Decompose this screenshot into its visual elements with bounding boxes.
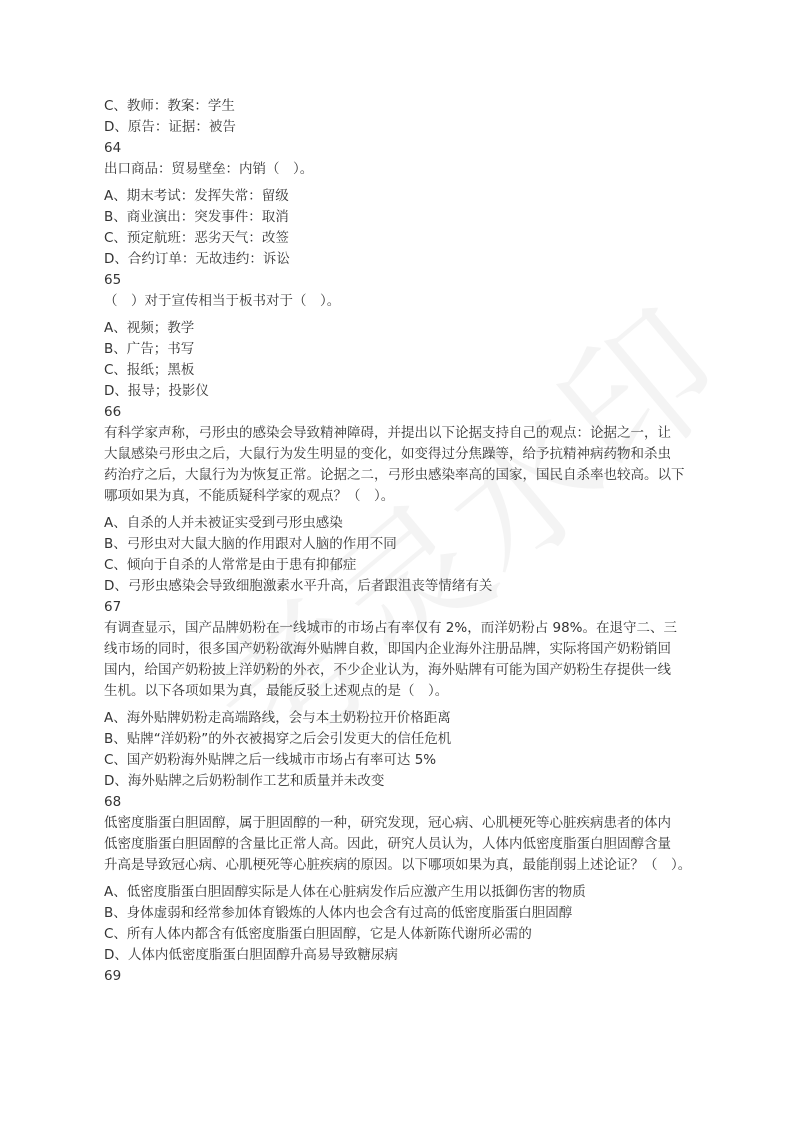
option-64-c: C、预定航班：恶劣天气：改签 bbox=[104, 230, 289, 246]
question-number-69: 69 bbox=[104, 968, 122, 984]
option-63-c: C、教师：教案：学生 bbox=[104, 98, 235, 114]
question-stem-68-line: 低密度脂蛋白胆固醇，属于胆固醇的一种，研究发现，冠心病、心肌梗死等心脏疾病患者的体内 bbox=[104, 815, 671, 831]
question-stem-67-line: 有调查显示，国产品牌奶粉在一线城市的市场占有率仅有 2%，而洋奶粉占 98%。在退守二、三 bbox=[104, 620, 678, 636]
question-stem-66-line: 有科学家声称，弓形虫的感染会导致精神障碍，并提出以下论据支持自己的观点：论据之一，让 bbox=[104, 425, 671, 441]
question-number-66: 66 bbox=[104, 404, 122, 420]
question-stem-67-line: 国内，给国产奶粉披上洋奶粉的外衣，不少企业认为，海外贴牌有可能为国产奶粉生存提供一线 bbox=[104, 662, 671, 678]
option-68-d: D、人体内低密度脂蛋白胆固醇升高易导致糖尿病 bbox=[104, 947, 398, 963]
question-stem-66-line: 药治疗之后，大鼠行为为恢复正常。论据之二，弓形虫感染率高的国家，国民自杀率也较高。以下 bbox=[104, 467, 685, 483]
question-stem-65: （ ）对于宣传相当于板书对于（ ）。 bbox=[104, 293, 341, 309]
option-66-b: B、弓形虫对大鼠大脑的作用跟对人脑的作用不同 bbox=[104, 536, 397, 552]
question-number-67: 67 bbox=[104, 599, 122, 615]
option-64-b: B、商业演出：突发事件：取消 bbox=[104, 209, 289, 225]
option-68-a: A、低密度脂蛋白胆固醇实际是人体在心脏病发作后应激产生用以抵御伤害的物质 bbox=[104, 884, 586, 900]
option-64-d: D、合约订单：无故违约：诉讼 bbox=[104, 251, 290, 267]
option-64-a: A、期末考试：发挥失常：留级 bbox=[104, 188, 289, 204]
option-65-b: B、广告；书写 bbox=[104, 341, 195, 357]
option-66-d: D、弓形虫感染会导致细胞激素水平升高，后者跟沮丧等情绪有关 bbox=[104, 578, 493, 594]
option-67-b: B、贴牌“洋奶粉”的外衣被揭穿之后会引发更大的信任危机 bbox=[104, 731, 452, 747]
option-68-c: C、所有人体内都含有低密度脂蛋白胆固醇，它是人体新陈代谢所必需的 bbox=[104, 926, 532, 942]
question-number-68: 68 bbox=[104, 794, 122, 810]
question-stem-64: 出口商品：贸易壁垒：内销（ ）。 bbox=[104, 161, 314, 177]
option-67-a: A、海外贴牌奶粉走高端路线，会与本土奶粉拉开价格距离 bbox=[104, 710, 451, 726]
option-66-c: C、倾向于自杀的人常常是由于患有抑郁症 bbox=[104, 557, 357, 573]
question-stem-66-line: 大鼠感染弓形虫之后，大鼠行为发生明显的变化，如变得过分焦躁等，给予抗精神病药物和杀虫 bbox=[104, 446, 671, 462]
question-stem-66-line: 哪项如果为真，不能质疑科学家的观点？（ ）。 bbox=[104, 488, 395, 504]
option-63-d: D、原告：证据：被告 bbox=[104, 119, 236, 135]
option-67-c: C、国产奶粉海外贴牌之后一线城市市场占有率可达 5% bbox=[104, 752, 437, 768]
option-65-c: C、报纸；黑板 bbox=[104, 362, 195, 378]
question-stem-67-line: 线市场的同时，很多国产奶粉欲海外贴牌自救，即国内企业海外注册品牌，实际将国产奶粉销回 bbox=[104, 641, 671, 657]
question-number-64: 64 bbox=[104, 140, 122, 156]
question-stem-68-line: 低密度脂蛋白胆固醇的含量比正常人高。因此，研究人员认为，人体内低密度脂蛋白胆固醇含量 bbox=[104, 836, 671, 852]
question-stem-67-line: 生机。以下各项如果为真，最能反驳上述观点的是（ ）。 bbox=[104, 683, 449, 699]
option-65-d: D、报导；投影仪 bbox=[104, 383, 209, 399]
option-67-d: D、海外贴牌之后奶粉制作工艺和质量并未改变 bbox=[104, 773, 385, 789]
option-65-a: A、视频；教学 bbox=[104, 320, 195, 336]
document-page bbox=[104, 96, 694, 987]
option-68-b: B、身体虚弱和经常参加体育锻炼的人体内也会含有过高的低密度脂蛋白胆固醇 bbox=[104, 905, 573, 921]
question-stem-68-line: 升高是导致冠心病、心肌梗死等心脏疾病的原因。以下哪项如果为真，最能削弱上述论证？（ ）。 bbox=[104, 857, 692, 873]
option-66-a: A、自杀的人并未被证实受到弓形虫感染 bbox=[104, 515, 343, 531]
question-number-65: 65 bbox=[104, 272, 122, 288]
